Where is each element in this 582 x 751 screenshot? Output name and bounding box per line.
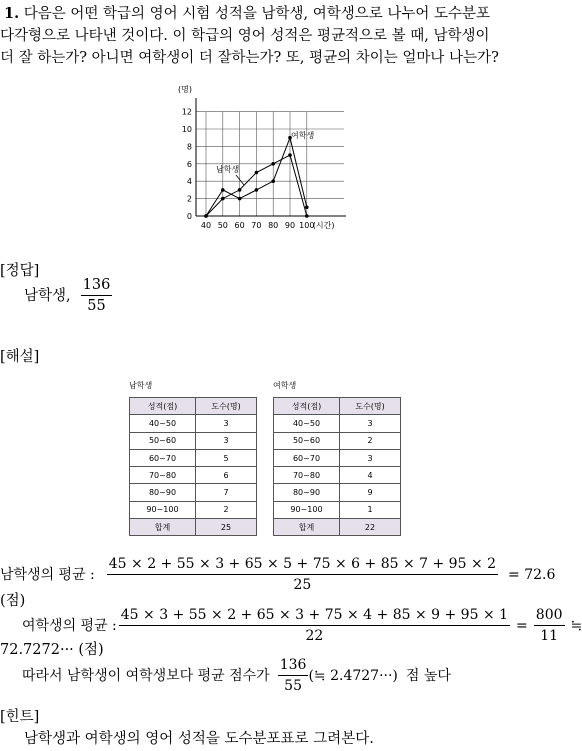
frequency-cell: 3 xyxy=(196,415,257,432)
female-frequency-table xyxy=(273,397,401,536)
score-range-cell: 50~60 xyxy=(130,432,196,449)
conclusion-fraction xyxy=(278,656,309,695)
female-mean-denominator-2: 11 xyxy=(540,628,559,644)
frequency-cell: 3 xyxy=(196,432,257,449)
frequency-cell: 2 xyxy=(196,501,257,518)
solution-label: [해설] xyxy=(0,349,40,365)
female-mean-approx: ≒ xyxy=(570,617,582,634)
answer-label: [정답] xyxy=(0,263,40,279)
y-tick-label: 6 xyxy=(186,159,192,169)
x-tick-label: 90 xyxy=(284,221,296,230)
x-unit-label: (시간) xyxy=(312,221,335,230)
female-mean-denominator: 22 xyxy=(305,628,324,644)
answer-fraction xyxy=(81,276,113,315)
data-point xyxy=(255,188,259,192)
table-total-row xyxy=(130,519,257,536)
female-mean-label: 여학생의 평균 : xyxy=(22,617,117,634)
female-mean-numerator-2: 800 xyxy=(534,606,565,626)
table-row xyxy=(130,449,257,466)
conclusion-approx: (≒ 2.4727···) xyxy=(308,667,398,684)
y-tick-label: 4 xyxy=(186,177,192,187)
score-range-cell: 90~100 xyxy=(274,501,340,518)
male-leader-line xyxy=(236,175,244,185)
conclusion-prefix: 따라서 남학생이 여학생보다 평균 점수가 xyxy=(22,667,270,684)
table-total-row xyxy=(274,519,401,536)
frequency-cell: 4 xyxy=(340,467,401,484)
frequency-cell: 6 xyxy=(196,467,257,484)
table-row xyxy=(130,432,257,449)
x-tick-label: 100 xyxy=(299,221,315,230)
male-mean-equation xyxy=(0,555,555,594)
data-point xyxy=(238,197,242,201)
score-range-cell: 70~80 xyxy=(274,467,340,484)
score-range-cell: 70~80 xyxy=(130,467,196,484)
conclusion-numerator: 136 xyxy=(278,656,309,676)
x-tick-label: 50 xyxy=(217,221,228,230)
problem-text-3: 더 잘 하는가? 아니면 여학생이 더 잘하는가? 또, 평균의 차이는 얼마나 나는가? xyxy=(0,50,499,66)
y-tick-label: 8 xyxy=(186,142,192,152)
conclusion-line xyxy=(22,656,451,695)
problem-number: 1. xyxy=(4,5,20,22)
frequency-cell: 2 xyxy=(340,432,401,449)
score-range-cell: 40~50 xyxy=(130,415,196,432)
x-tick-label: 60 xyxy=(234,221,245,230)
data-point xyxy=(305,206,309,210)
problem-text-1: 다음은 어떤 학급의 영어 시험 성적을 남학생, 여학생으로 나누어 도수분포 xyxy=(23,6,491,22)
conclusion-suffix: 점 높다 xyxy=(405,667,451,684)
male-mean-fraction xyxy=(107,555,498,594)
y-tick-label: 12 xyxy=(181,107,192,117)
table-header: 성적(점) xyxy=(130,398,196,415)
female-mean-equation xyxy=(22,606,582,645)
data-point xyxy=(288,153,292,157)
total-label-cell: 합계 xyxy=(130,519,196,536)
hint-text: 남학생과 여학생의 영어 성적을 도수분포표로 그려본다. xyxy=(24,731,374,747)
table-header: 도수(명) xyxy=(340,398,401,415)
y-tick-label: 2 xyxy=(186,194,192,204)
female-mean-numerator: 45 × 3 + 55 × 2 + 65 × 3 + 75 × 4 + 85 × 9 + 95 × 1 xyxy=(119,606,510,626)
table-row xyxy=(130,415,257,432)
table-row xyxy=(274,415,401,432)
series-label-male: 남학생 xyxy=(216,165,240,174)
male-mean-result: = 72.6 xyxy=(508,566,556,583)
data-point xyxy=(305,214,309,218)
female-table-block xyxy=(273,380,401,536)
data-point xyxy=(271,162,275,166)
frequency-cell: 1 xyxy=(340,501,401,518)
hint-label: [힌트] xyxy=(0,709,40,725)
male-table-block xyxy=(129,380,257,536)
x-tick-label: 40 xyxy=(200,221,212,230)
score-range-cell: 50~60 xyxy=(274,432,340,449)
frequency-cell: 9 xyxy=(340,484,401,501)
total-value-cell: 25 xyxy=(196,519,257,536)
table-row xyxy=(274,432,401,449)
table-header: 도수(명) xyxy=(196,398,257,415)
data-point xyxy=(204,214,208,218)
data-point xyxy=(255,171,259,175)
score-range-cell: 40~50 xyxy=(274,415,340,432)
problem-line-1 xyxy=(4,3,490,25)
frequency-cell: 5 xyxy=(196,449,257,466)
conclusion-denominator: 55 xyxy=(284,678,302,694)
y-unit-label: (명) xyxy=(178,85,192,94)
female-mean-result: 72.7272··· (점) xyxy=(0,642,104,658)
table-row xyxy=(274,449,401,466)
table-row xyxy=(274,484,401,501)
male-frequency-table xyxy=(129,397,257,536)
problem-text-2: 다각형으로 나타낸 것이다. 이 학급의 영어 성적은 평균적으로 볼 때, 남학생이 xyxy=(0,28,490,44)
x-tick-label: 80 xyxy=(268,221,279,230)
score-range-cell: 80~90 xyxy=(274,484,340,501)
table-row xyxy=(274,467,401,484)
answer-numerator: 136 xyxy=(81,276,113,296)
series-label-female: 여학생 xyxy=(291,131,315,140)
female-table-caption: 여학생 xyxy=(273,381,297,390)
table-row xyxy=(130,501,257,518)
male-mean-denominator: 25 xyxy=(293,577,312,593)
female-mean-fraction-2 xyxy=(534,606,565,645)
frequency-cell: 7 xyxy=(196,484,257,501)
answer-text: 남학생, xyxy=(24,287,71,304)
frequency-polygon-chart xyxy=(170,82,360,232)
data-point xyxy=(221,197,225,201)
male-mean-numerator: 45 × 2 + 55 × 3 + 65 × 5 + 75 × 6 + 85 × 7 + 95 × 2 xyxy=(107,555,498,575)
male-mean-unit: (점) xyxy=(0,593,26,609)
frequency-cell: 3 xyxy=(340,415,401,432)
frequency-cell: 3 xyxy=(340,449,401,466)
data-point xyxy=(238,188,242,192)
female-mean-equals: = xyxy=(516,617,528,634)
score-range-cell: 90~100 xyxy=(130,501,196,518)
score-range-cell: 60~70 xyxy=(130,449,196,466)
x-tick-label: 70 xyxy=(251,221,262,230)
chart-grid xyxy=(196,112,344,216)
data-point xyxy=(271,179,275,183)
table-header: 성적(점) xyxy=(274,398,340,415)
male-mean-label: 남학생의 평균 : xyxy=(0,566,95,583)
answer-denominator: 55 xyxy=(87,298,106,314)
score-range-cell: 80~90 xyxy=(130,484,196,501)
female-mean-fraction xyxy=(119,606,510,645)
table-row xyxy=(130,467,257,484)
answer-line xyxy=(24,276,112,315)
male-table-caption: 남학생 xyxy=(129,381,153,390)
score-range-cell: 60~70 xyxy=(274,449,340,466)
total-value-cell: 22 xyxy=(340,519,401,536)
data-point xyxy=(221,188,225,192)
table-row xyxy=(274,501,401,518)
total-label-cell: 합계 xyxy=(274,519,340,536)
y-tick-label: 0 xyxy=(186,212,192,221)
chart-ticks xyxy=(182,108,315,230)
y-tick-label: 10 xyxy=(181,125,192,134)
table-row xyxy=(130,484,257,501)
